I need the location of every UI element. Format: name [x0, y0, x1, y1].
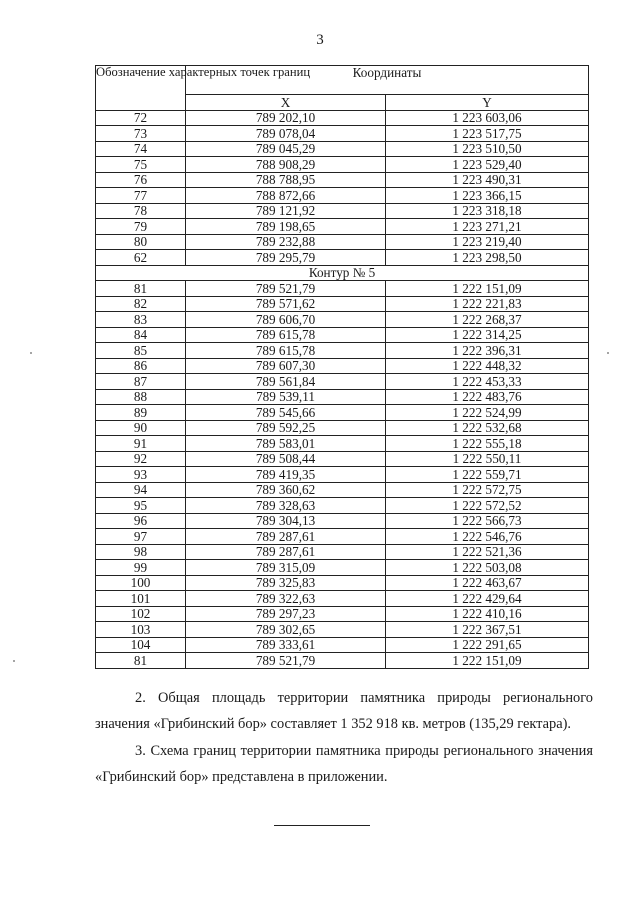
cell-point: 94	[96, 482, 186, 498]
cell-y: 1 223 490,31	[386, 172, 589, 188]
table-row	[96, 234, 589, 250]
cell-point: 86	[96, 358, 186, 374]
cell-y: 1 223 510,50	[386, 141, 589, 157]
cell-y: 1 222 532,68	[386, 420, 589, 436]
cell-point: 62	[96, 250, 186, 266]
header-point-designation: Обозначение характерных точек границ	[96, 66, 186, 111]
table-row	[96, 157, 589, 173]
cell-y: 1 222 566,73	[386, 513, 589, 529]
table-row	[96, 436, 589, 452]
cell-y: 1 222 429,64	[386, 591, 589, 607]
scan-artifact-dot	[607, 352, 609, 354]
cell-point: 74	[96, 141, 186, 157]
cell-point: 75	[96, 157, 186, 173]
table-row	[96, 529, 589, 545]
table-row	[96, 343, 589, 359]
cell-point: 87	[96, 374, 186, 390]
cell-x: 789 304,13	[186, 513, 386, 529]
cell-point: 93	[96, 467, 186, 483]
cell-x: 789 615,78	[186, 327, 386, 343]
cell-x: 789 539,11	[186, 389, 386, 405]
cell-point: 99	[96, 560, 186, 576]
cell-point: 77	[96, 188, 186, 204]
cell-point: 81	[96, 653, 186, 669]
table-row	[96, 327, 589, 343]
paragraph-boundary-scheme: 3. Схема границ территории памятника природы регионального значения «Грибинский бор» представлена в приложении.	[95, 743, 593, 785]
cell-y: 1 222 483,76	[386, 389, 589, 405]
table-row	[96, 296, 589, 312]
cell-x: 789 571,62	[186, 296, 386, 312]
table-row	[96, 622, 589, 638]
table-row	[96, 482, 589, 498]
cell-y: 1 223 366,15	[386, 188, 589, 204]
cell-y: 1 222 546,76	[386, 529, 589, 545]
cell-point: 84	[96, 327, 186, 343]
table-row	[96, 188, 589, 204]
table-row	[96, 219, 589, 235]
contour-label: Контур № 5	[96, 265, 589, 281]
cell-x: 789 297,23	[186, 606, 386, 622]
cell-x: 789 315,09	[186, 560, 386, 576]
table-row	[96, 451, 589, 467]
cell-y: 1 222 572,52	[386, 498, 589, 514]
table-row	[96, 358, 589, 374]
cell-point: 88	[96, 389, 186, 405]
cell-point: 96	[96, 513, 186, 529]
table-row	[96, 110, 589, 126]
cell-point: 102	[96, 606, 186, 622]
table-row	[96, 203, 589, 219]
table-row	[96, 420, 589, 436]
cell-y: 1 223 219,40	[386, 234, 589, 250]
cell-x: 789 232,88	[186, 234, 386, 250]
cell-point: 82	[96, 296, 186, 312]
rows-before-contour	[96, 110, 589, 265]
cell-y: 1 222 448,32	[386, 358, 589, 374]
table-row	[96, 250, 589, 266]
cell-x: 789 561,84	[186, 374, 386, 390]
cell-point: 78	[96, 203, 186, 219]
cell-y: 1 222 572,75	[386, 482, 589, 498]
table-row	[96, 544, 589, 560]
table-row	[96, 498, 589, 514]
cell-x: 789 607,30	[186, 358, 386, 374]
cell-x: 788 872,66	[186, 188, 386, 204]
cell-point: 100	[96, 575, 186, 591]
cell-y: 1 222 291,65	[386, 637, 589, 653]
page-number: 3	[316, 32, 324, 48]
scan-artifact-dot	[30, 352, 32, 354]
scan-artifact-dot	[13, 660, 15, 662]
cell-x: 789 045,29	[186, 141, 386, 157]
cell-point: 92	[96, 451, 186, 467]
cell-x: 789 606,70	[186, 312, 386, 328]
cell-x: 789 121,92	[186, 203, 386, 219]
table-row	[96, 405, 589, 421]
cell-y: 1 222 396,31	[386, 343, 589, 359]
table-row	[96, 560, 589, 576]
cell-x: 789 521,79	[186, 653, 386, 669]
cell-y: 1 222 268,37	[386, 312, 589, 328]
cell-x: 789 287,61	[186, 529, 386, 545]
cell-x: 789 545,66	[186, 405, 386, 421]
cell-point: 103	[96, 622, 186, 638]
cell-point: 91	[96, 436, 186, 452]
cell-y: 1 222 463,67	[386, 575, 589, 591]
paragraph-total-area: 2. Общая площадь территории памятника природы регионального значения «Грибинский бор» составляет 1 352 918 кв. метров (135,29 гектара).	[95, 690, 593, 732]
table-row	[96, 467, 589, 483]
cell-y: 1 223 603,06	[386, 110, 589, 126]
cell-x: 788 788,95	[186, 172, 386, 188]
cell-x: 789 328,63	[186, 498, 386, 514]
cell-y: 1 222 503,08	[386, 560, 589, 576]
cell-y: 1 222 221,83	[386, 296, 589, 312]
table-row	[96, 575, 589, 591]
table-row	[96, 513, 589, 529]
cell-x: 789 419,35	[186, 467, 386, 483]
cell-x: 789 583,01	[186, 436, 386, 452]
cell-point: 76	[96, 172, 186, 188]
contour-row	[96, 265, 589, 281]
table-row	[96, 637, 589, 653]
cell-x: 789 521,79	[186, 281, 386, 297]
cell-y: 1 222 453,33	[386, 374, 589, 390]
cell-y: 1 222 550,11	[386, 451, 589, 467]
table-row	[96, 141, 589, 157]
cell-x: 789 287,61	[186, 544, 386, 560]
cell-point: 80	[96, 234, 186, 250]
table-row	[96, 389, 589, 405]
table-row	[96, 653, 589, 669]
cell-point: 104	[96, 637, 186, 653]
table-row	[96, 591, 589, 607]
cell-point: 81	[96, 281, 186, 297]
cell-point: 73	[96, 126, 186, 142]
table-row	[96, 374, 589, 390]
cell-y: 1 222 314,25	[386, 327, 589, 343]
table-row	[96, 281, 589, 297]
cell-point: 89	[96, 405, 186, 421]
cell-x: 789 295,79	[186, 250, 386, 266]
cell-x: 789 333,61	[186, 637, 386, 653]
cell-y: 1 223 517,75	[386, 126, 589, 142]
cell-y: 1 222 524,99	[386, 405, 589, 421]
cell-x: 789 198,65	[186, 219, 386, 235]
cell-point: 85	[96, 343, 186, 359]
cell-y: 1 222 151,09	[386, 653, 589, 669]
header-y: Y	[386, 95, 589, 111]
header-coordinates: Координаты	[186, 66, 589, 95]
table-row	[96, 312, 589, 328]
cell-x: 789 508,44	[186, 451, 386, 467]
cell-point: 95	[96, 498, 186, 514]
cell-y: 1 222 410,16	[386, 606, 589, 622]
cell-point: 101	[96, 591, 186, 607]
cell-x: 789 302,65	[186, 622, 386, 638]
cell-y: 1 223 271,21	[386, 219, 589, 235]
cell-y: 1 223 318,18	[386, 203, 589, 219]
cell-x: 789 592,25	[186, 420, 386, 436]
table-row	[96, 606, 589, 622]
cell-x: 789 615,78	[186, 343, 386, 359]
cell-y: 1 222 151,09	[386, 281, 589, 297]
cell-point: 79	[96, 219, 186, 235]
cell-y: 1 222 555,18	[386, 436, 589, 452]
cell-x: 789 325,83	[186, 575, 386, 591]
cell-point: 83	[96, 312, 186, 328]
cell-x: 789 322,63	[186, 591, 386, 607]
cell-y: 1 222 559,71	[386, 467, 589, 483]
table-row	[96, 172, 589, 188]
header-x: X	[186, 95, 386, 111]
table-row	[96, 126, 589, 142]
cell-x: 789 202,10	[186, 110, 386, 126]
cell-y: 1 223 298,50	[386, 250, 589, 266]
cell-x: 788 908,29	[186, 157, 386, 173]
cell-point: 90	[96, 420, 186, 436]
closing-divider-line	[274, 825, 370, 826]
coordinates-table	[95, 65, 589, 669]
rows-contour-5	[96, 281, 589, 669]
cell-point: 72	[96, 110, 186, 126]
cell-x: 789 360,62	[186, 482, 386, 498]
cell-x: 789 078,04	[186, 126, 386, 142]
cell-y: 1 222 521,36	[386, 544, 589, 560]
cell-y: 1 223 529,40	[386, 157, 589, 173]
cell-point: 98	[96, 544, 186, 560]
cell-point: 97	[96, 529, 186, 545]
cell-y: 1 222 367,51	[386, 622, 589, 638]
